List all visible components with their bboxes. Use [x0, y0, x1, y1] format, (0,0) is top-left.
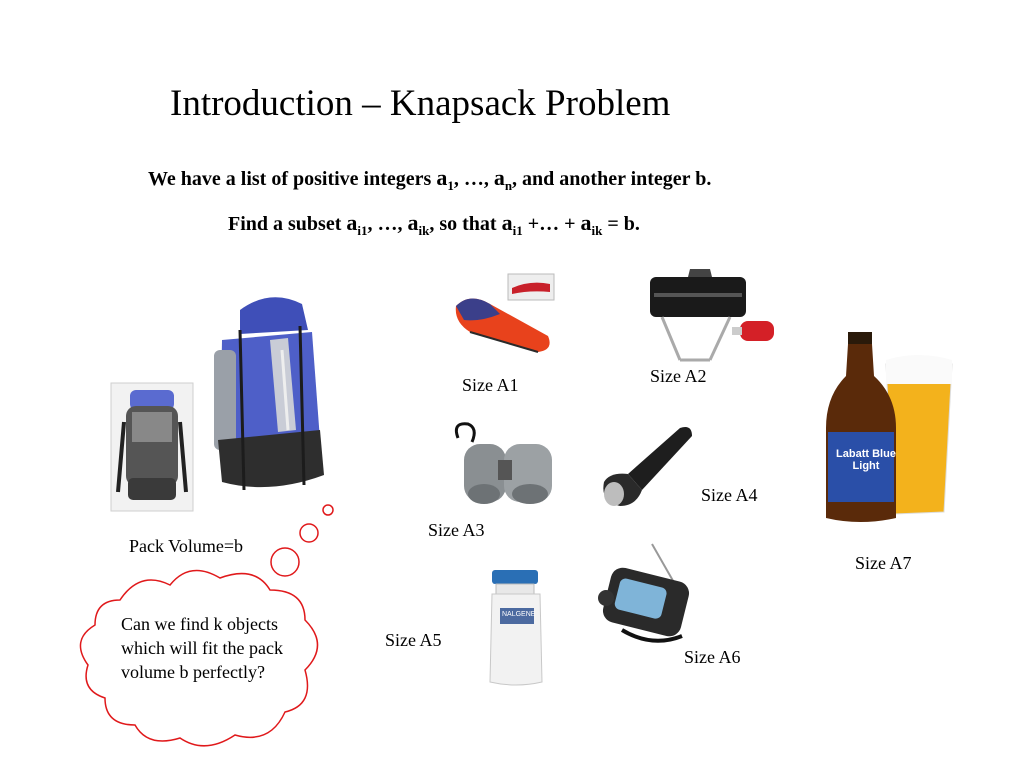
size-a1-label: Size A1: [462, 375, 519, 395]
bottle-logo: NALGENE: [502, 611, 536, 618]
thought-dot-small: [323, 505, 333, 515]
size-a2-label: Size A2: [650, 366, 707, 386]
problem-statement-line1: We have a list of positive integers $a_1$, …, $a_n$, and another integer b.: [148, 165, 712, 193]
thought-dot-large: [271, 548, 299, 576]
size-a5-label: Size A5: [385, 630, 442, 650]
problem-statement-line2: Find a subset $a_{i1}$, …, $a_{ik}$, so that $a_{i1}$ +… + $a_{ik} = b$.: [228, 210, 640, 238]
thought-dot-medium: [300, 524, 318, 542]
size-a3-label: Size A3: [428, 520, 485, 540]
slide-title: Introduction – Knapsack Problem: [170, 83, 671, 124]
beer-logo: Labatt Blue Light: [836, 448, 896, 472]
size-a4-label: Size A4: [701, 485, 758, 505]
pack-volume-label: Pack Volume=b: [129, 536, 243, 556]
bubble-text: Can we find k objects which will fit the pack volume b perfectly?: [121, 614, 283, 682]
size-a6-label: Size A6: [684, 647, 741, 667]
size-a7-label: Size A7: [855, 553, 912, 573]
